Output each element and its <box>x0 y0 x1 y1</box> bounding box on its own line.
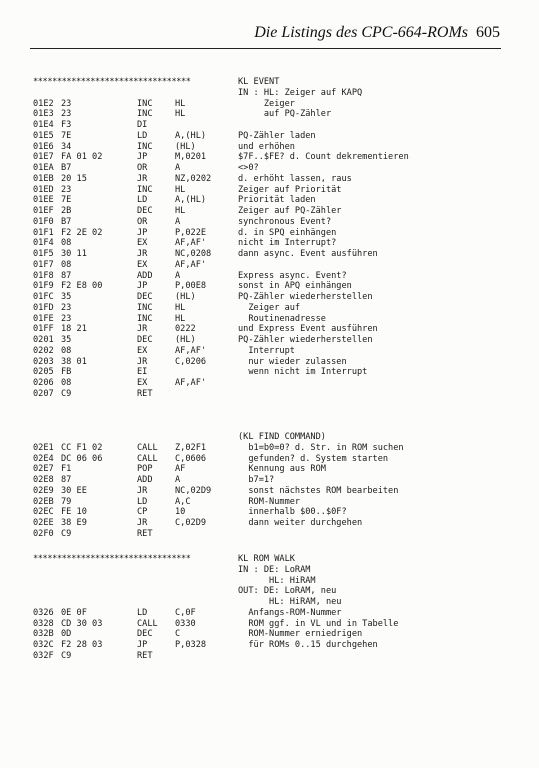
listing-address: 01F7 <box>33 259 54 270</box>
listing-bytes: 23 <box>61 313 72 324</box>
listing-bytes: DC 06 06 <box>61 453 103 464</box>
separator-stars: ********************************* <box>33 77 191 87</box>
listing-bytes: 87 <box>61 475 72 485</box>
listing-bytes: 30 11 <box>61 249 87 259</box>
listing-mnemonic: DEC <box>137 629 153 640</box>
listing-operand: AF,AF' <box>175 345 207 356</box>
listing-mnemonic: LD <box>137 130 148 141</box>
listing-comment: und Express Event ausführen <box>238 324 378 335</box>
listing-operand: A <box>175 475 181 485</box>
listing-operand: NC,0208 <box>175 249 212 259</box>
listing-operand: (HL) <box>175 292 196 302</box>
listing-bytes: 79 <box>61 496 72 507</box>
listing-address: 02EE <box>33 518 54 528</box>
listing-address: 01F5 <box>33 249 54 259</box>
listing-mnemonic: JR <box>137 356 148 367</box>
listing-mnemonic: OR <box>137 163 148 173</box>
listing-mnemonic: EX <box>137 378 148 388</box>
listing-comment: Routinenadresse <box>238 313 326 324</box>
listing-address: 01F9 <box>33 281 54 292</box>
listing-mnemonic: JR <box>137 324 148 335</box>
listing-comment: d. erhöht lassen, raus <box>238 173 352 184</box>
listing-operand: AF,AF' <box>175 259 207 270</box>
listing-bytes: 18 21 <box>61 324 87 335</box>
listing-mnemonic: EX <box>137 345 148 356</box>
listing-operand: 10 <box>175 507 186 518</box>
listing-operand: AF <box>175 464 186 475</box>
listing-mnemonic: POP <box>137 464 153 475</box>
listing-mnemonic: JR <box>137 173 148 184</box>
listing-address: 02E9 <box>33 485 54 496</box>
listing-address: 0206 <box>33 378 54 388</box>
listing-address: 0205 <box>33 367 54 378</box>
listing-bytes: C9 <box>61 650 72 661</box>
listing-mnemonic: OR <box>137 216 148 227</box>
listing-operand: C,02D9 <box>175 518 207 528</box>
listing-operand: (HL) <box>175 335 196 345</box>
listing-comment: b7=1? <box>238 475 275 485</box>
listing-address: 0202 <box>33 345 54 356</box>
listing-bytes: 08 <box>61 378 72 388</box>
listing-address: 02EB <box>33 496 54 507</box>
listing-comment: PQ-Zähler wiederherstellen <box>238 292 373 302</box>
listing-comment: dann weiter durchgehen <box>238 518 363 528</box>
listing-comment: KL ROM WALK <box>238 554 295 564</box>
listing-operand: NC,02D9 <box>175 485 212 496</box>
listing-comment: b1=b0=0? d. Str. in ROM suchen <box>238 442 404 453</box>
listing-mnemonic: INC <box>137 98 153 109</box>
listing-operand: A,(HL) <box>175 130 207 141</box>
listing-comment: gefunden? d. System starten <box>238 453 389 464</box>
listing-address: 02E7 <box>33 464 54 475</box>
listing-comment: PQ-Zähler wiederherstellen <box>238 335 373 345</box>
listing-comment: innerhalb $00..$0F? <box>238 507 347 518</box>
listing-mnemonic: CALL <box>137 453 158 464</box>
listing-bytes: 87 <box>61 270 72 281</box>
listing-address: 01E6 <box>33 141 54 152</box>
listing-bytes: F3 <box>61 120 72 130</box>
listing-address: 0207 <box>33 388 54 399</box>
listing-mnemonic: INC <box>137 141 153 152</box>
listing-mnemonic: DEC <box>137 292 153 302</box>
listing-bytes: F2 E8 00 <box>61 281 103 292</box>
listing-address: 01F1 <box>33 227 54 238</box>
listing-mnemonic: INC <box>137 184 153 195</box>
listing-comment: Express async. Event? <box>238 270 347 281</box>
listing-address: 0326 <box>33 607 54 618</box>
listing-address: 032C <box>33 640 54 650</box>
listing-operand: C,0206 <box>175 356 207 367</box>
listing-operand: NZ,0202 <box>175 173 212 184</box>
listing-comment: Zeiger <box>238 98 295 109</box>
separator-stars: ********************************* <box>33 554 191 564</box>
listing-operand: A,C <box>175 496 191 507</box>
listing-mnemonic: INC <box>137 302 153 313</box>
listing-address: 032B <box>33 629 54 640</box>
listing-mnemonic: LD <box>137 607 148 618</box>
listing-address: 01E4 <box>33 120 54 130</box>
listing-comment: PQ-Zähler laden <box>238 130 316 141</box>
listing-bytes: 30 EE <box>61 485 87 496</box>
listing-comment: (KL FIND COMMAND) <box>238 432 326 442</box>
listing-address: 02E4 <box>33 453 54 464</box>
listing-bytes: B7 <box>61 163 72 173</box>
listing-comment: und erhöhen <box>238 141 295 152</box>
listing-address: 01FC <box>33 292 54 302</box>
listing-mnemonic: CP <box>137 507 148 518</box>
listing-comment: KL EVENT <box>238 77 280 87</box>
listing-bytes: 0D <box>61 629 72 640</box>
listing-mnemonic: ADD <box>137 270 153 281</box>
listing-bytes: 38 01 <box>61 356 87 367</box>
listing-address: 02F0 <box>33 528 54 539</box>
listing-bytes: 34 <box>61 141 72 152</box>
listing-mnemonic: EX <box>137 238 148 249</box>
listing-comment: auf PQ-Zähler <box>238 109 332 120</box>
listing-comment: HL: HiRAM <box>238 575 316 586</box>
listing-mnemonic: LD <box>137 195 148 206</box>
listing-operand: 0222 <box>175 324 196 335</box>
listing-mnemonic: JR <box>137 485 148 496</box>
running-title: Die Listings des CPC-664-ROMs <box>254 24 468 41</box>
listing-mnemonic: DEC <box>137 335 153 345</box>
listing-operand: P,00E8 <box>175 281 207 292</box>
listing-comment: Kennung aus ROM <box>238 464 326 475</box>
listing-address: 01ED <box>33 184 54 195</box>
listing-comment: Zeiger auf Priorität <box>238 184 342 195</box>
listing-address: 01FD <box>33 302 54 313</box>
listing-address: 01E7 <box>33 152 54 163</box>
listing-comment: IN : DE: LoRAM <box>238 564 311 575</box>
listing-operand: HL <box>175 184 186 195</box>
listing-comment: IN : HL: Zeiger auf KAPQ <box>238 87 363 98</box>
listing-mnemonic: JP <box>137 227 148 238</box>
listing-bytes: 23 <box>61 302 72 313</box>
listing-mnemonic: EI <box>137 367 148 378</box>
listing-mnemonic: CALL <box>137 442 158 453</box>
listing-comment: Interrupt <box>238 345 295 356</box>
listing-bytes: 0E 0F <box>61 607 87 618</box>
listing-address: 0203 <box>33 356 54 367</box>
listing-address: 0328 <box>33 618 54 629</box>
listing-operand: A <box>175 270 181 281</box>
listing-bytes: F1 <box>61 464 72 475</box>
listing-bytes: 23 <box>61 98 72 109</box>
listing-mnemonic: DI <box>137 120 148 130</box>
listing-address: 02E1 <box>33 442 54 453</box>
listing-bytes: 38 E9 <box>61 518 87 528</box>
listing-operand: A <box>175 216 181 227</box>
listing-address: 02EC <box>33 507 54 518</box>
listing-bytes: 7E <box>61 130 72 141</box>
listing-mnemonic: ADD <box>137 475 153 485</box>
listing-comment: dann async. Event ausführen <box>238 249 378 259</box>
listing-operand: M,0201 <box>175 152 207 163</box>
listing-comment: wenn nicht im Interrupt <box>238 367 368 378</box>
listing-comment: ROM-Nummer erniedrigen <box>238 629 363 640</box>
listing-address: 01EB <box>33 173 54 184</box>
listing-address: 01F8 <box>33 270 54 281</box>
listing-bytes: F2 28 03 <box>61 640 103 650</box>
listing-bytes: FA 01 02 <box>61 152 103 163</box>
listing-comment: sonst nächstes ROM bearbeiten <box>238 485 399 496</box>
listing-bytes: 23 <box>61 184 72 195</box>
listing-mnemonic: CALL <box>137 618 158 629</box>
listing-address: 0201 <box>33 335 54 345</box>
listing-address: 01EA <box>33 163 54 173</box>
listing-bytes: C9 <box>61 528 72 539</box>
listing-address: 01FF <box>33 324 54 335</box>
listing-operand: Z,02F1 <box>175 442 207 453</box>
listing-address: 01E2 <box>33 98 54 109</box>
listing-operand: AF,AF' <box>175 238 207 249</box>
listing-operand: C <box>175 629 181 640</box>
listing-comment: Anfangs-ROM-Nummer <box>238 607 342 618</box>
listing-mnemonic: JP <box>137 640 148 650</box>
listing-address: 02E8 <box>33 475 54 485</box>
listing-mnemonic: INC <box>137 109 153 120</box>
listing-comment: für ROMs 0..15 durchgehen <box>238 640 378 650</box>
listing-comment: <>0? <box>238 163 259 173</box>
listing-operand: (HL) <box>175 141 196 152</box>
listing-operand: A <box>175 163 181 173</box>
listing-comment: synchronous Event? <box>238 216 332 227</box>
listing-bytes: 7E <box>61 195 72 206</box>
listing-operand: C,0F <box>175 607 196 618</box>
listing-mnemonic: JP <box>137 152 148 163</box>
listing-bytes: FE 10 <box>61 507 87 518</box>
listing-mnemonic: RET <box>137 528 153 539</box>
listing-address: 01E3 <box>33 109 54 120</box>
listing-comment: Priorität laden <box>238 195 316 206</box>
listing-operand: HL <box>175 302 186 313</box>
listing-mnemonic: EX <box>137 259 148 270</box>
listing-address: 032F <box>33 650 54 661</box>
listing-operand: C,0606 <box>175 453 207 464</box>
listing-comment: d. in SPQ einhängen <box>238 227 337 238</box>
listing-comment: HL: HiRAM, neu <box>238 597 342 607</box>
listing-operand: HL <box>175 98 186 109</box>
listing-comment: nicht im Interrupt? <box>238 238 337 249</box>
listing-address: 01E5 <box>33 130 54 141</box>
listing-comment: Zeiger auf PQ-Zähler <box>238 206 342 216</box>
listing-bytes: 08 <box>61 259 72 270</box>
listing-operand: AF,AF' <box>175 378 207 388</box>
listing-operand: 0330 <box>175 618 196 629</box>
listing-bytes: B7 <box>61 216 72 227</box>
listing-comment: sonst in APQ einhängen <box>238 281 352 292</box>
listing-mnemonic: DEC <box>137 206 153 216</box>
listing-comment: ROM ggf. in VL und in Tabelle <box>238 618 399 629</box>
listing-comment: $7F..$FE? d. Count dekrementieren <box>238 152 409 163</box>
listing-address: 01EE <box>33 195 54 206</box>
listing-bytes: 23 <box>61 109 72 120</box>
listing-mnemonic: LD <box>137 496 148 507</box>
listing-address: 01F0 <box>33 216 54 227</box>
listing-bytes: CD 30 03 <box>61 618 103 629</box>
listing-operand: A,(HL) <box>175 195 207 206</box>
listing-comment: Zeiger auf <box>238 302 301 313</box>
listing-operand: P,022E <box>175 227 207 238</box>
listing-operand: HL <box>175 206 186 216</box>
listing-mnemonic: JR <box>137 249 148 259</box>
listing-bytes: 08 <box>61 345 72 356</box>
listing-bytes: 08 <box>61 238 72 249</box>
listing-mnemonic: JR <box>137 518 148 528</box>
listing-address: 01FE <box>33 313 54 324</box>
listing-mnemonic: JP <box>137 281 148 292</box>
listing-operand: HL <box>175 313 186 324</box>
listing-bytes: C9 <box>61 388 72 399</box>
listing-mnemonic: RET <box>137 388 153 399</box>
listing-address: 01F4 <box>33 238 54 249</box>
listing-mnemonic: INC <box>137 313 153 324</box>
listing-operand: HL <box>175 109 186 120</box>
listing-bytes: FB <box>61 367 72 378</box>
listing-bytes: 2B <box>61 206 72 216</box>
listing-mnemonic: RET <box>137 650 153 661</box>
listing-comment: OUT: DE: LoRAM, neu <box>238 586 337 597</box>
listing-bytes: CC F1 02 <box>61 442 103 453</box>
listing-bytes: 35 <box>61 292 72 302</box>
listing-comment: ROM-Nummer <box>238 496 301 507</box>
listing-operand: P,0328 <box>175 640 207 650</box>
listing-bytes: F2 2E 02 <box>61 227 103 238</box>
listing-bytes: 20 15 <box>61 173 87 184</box>
page-number: 605 <box>476 24 500 41</box>
listing-address: 01EF <box>33 206 54 216</box>
listing-comment: nur wieder zulassen <box>238 356 347 367</box>
listing-bytes: 35 <box>61 335 72 345</box>
